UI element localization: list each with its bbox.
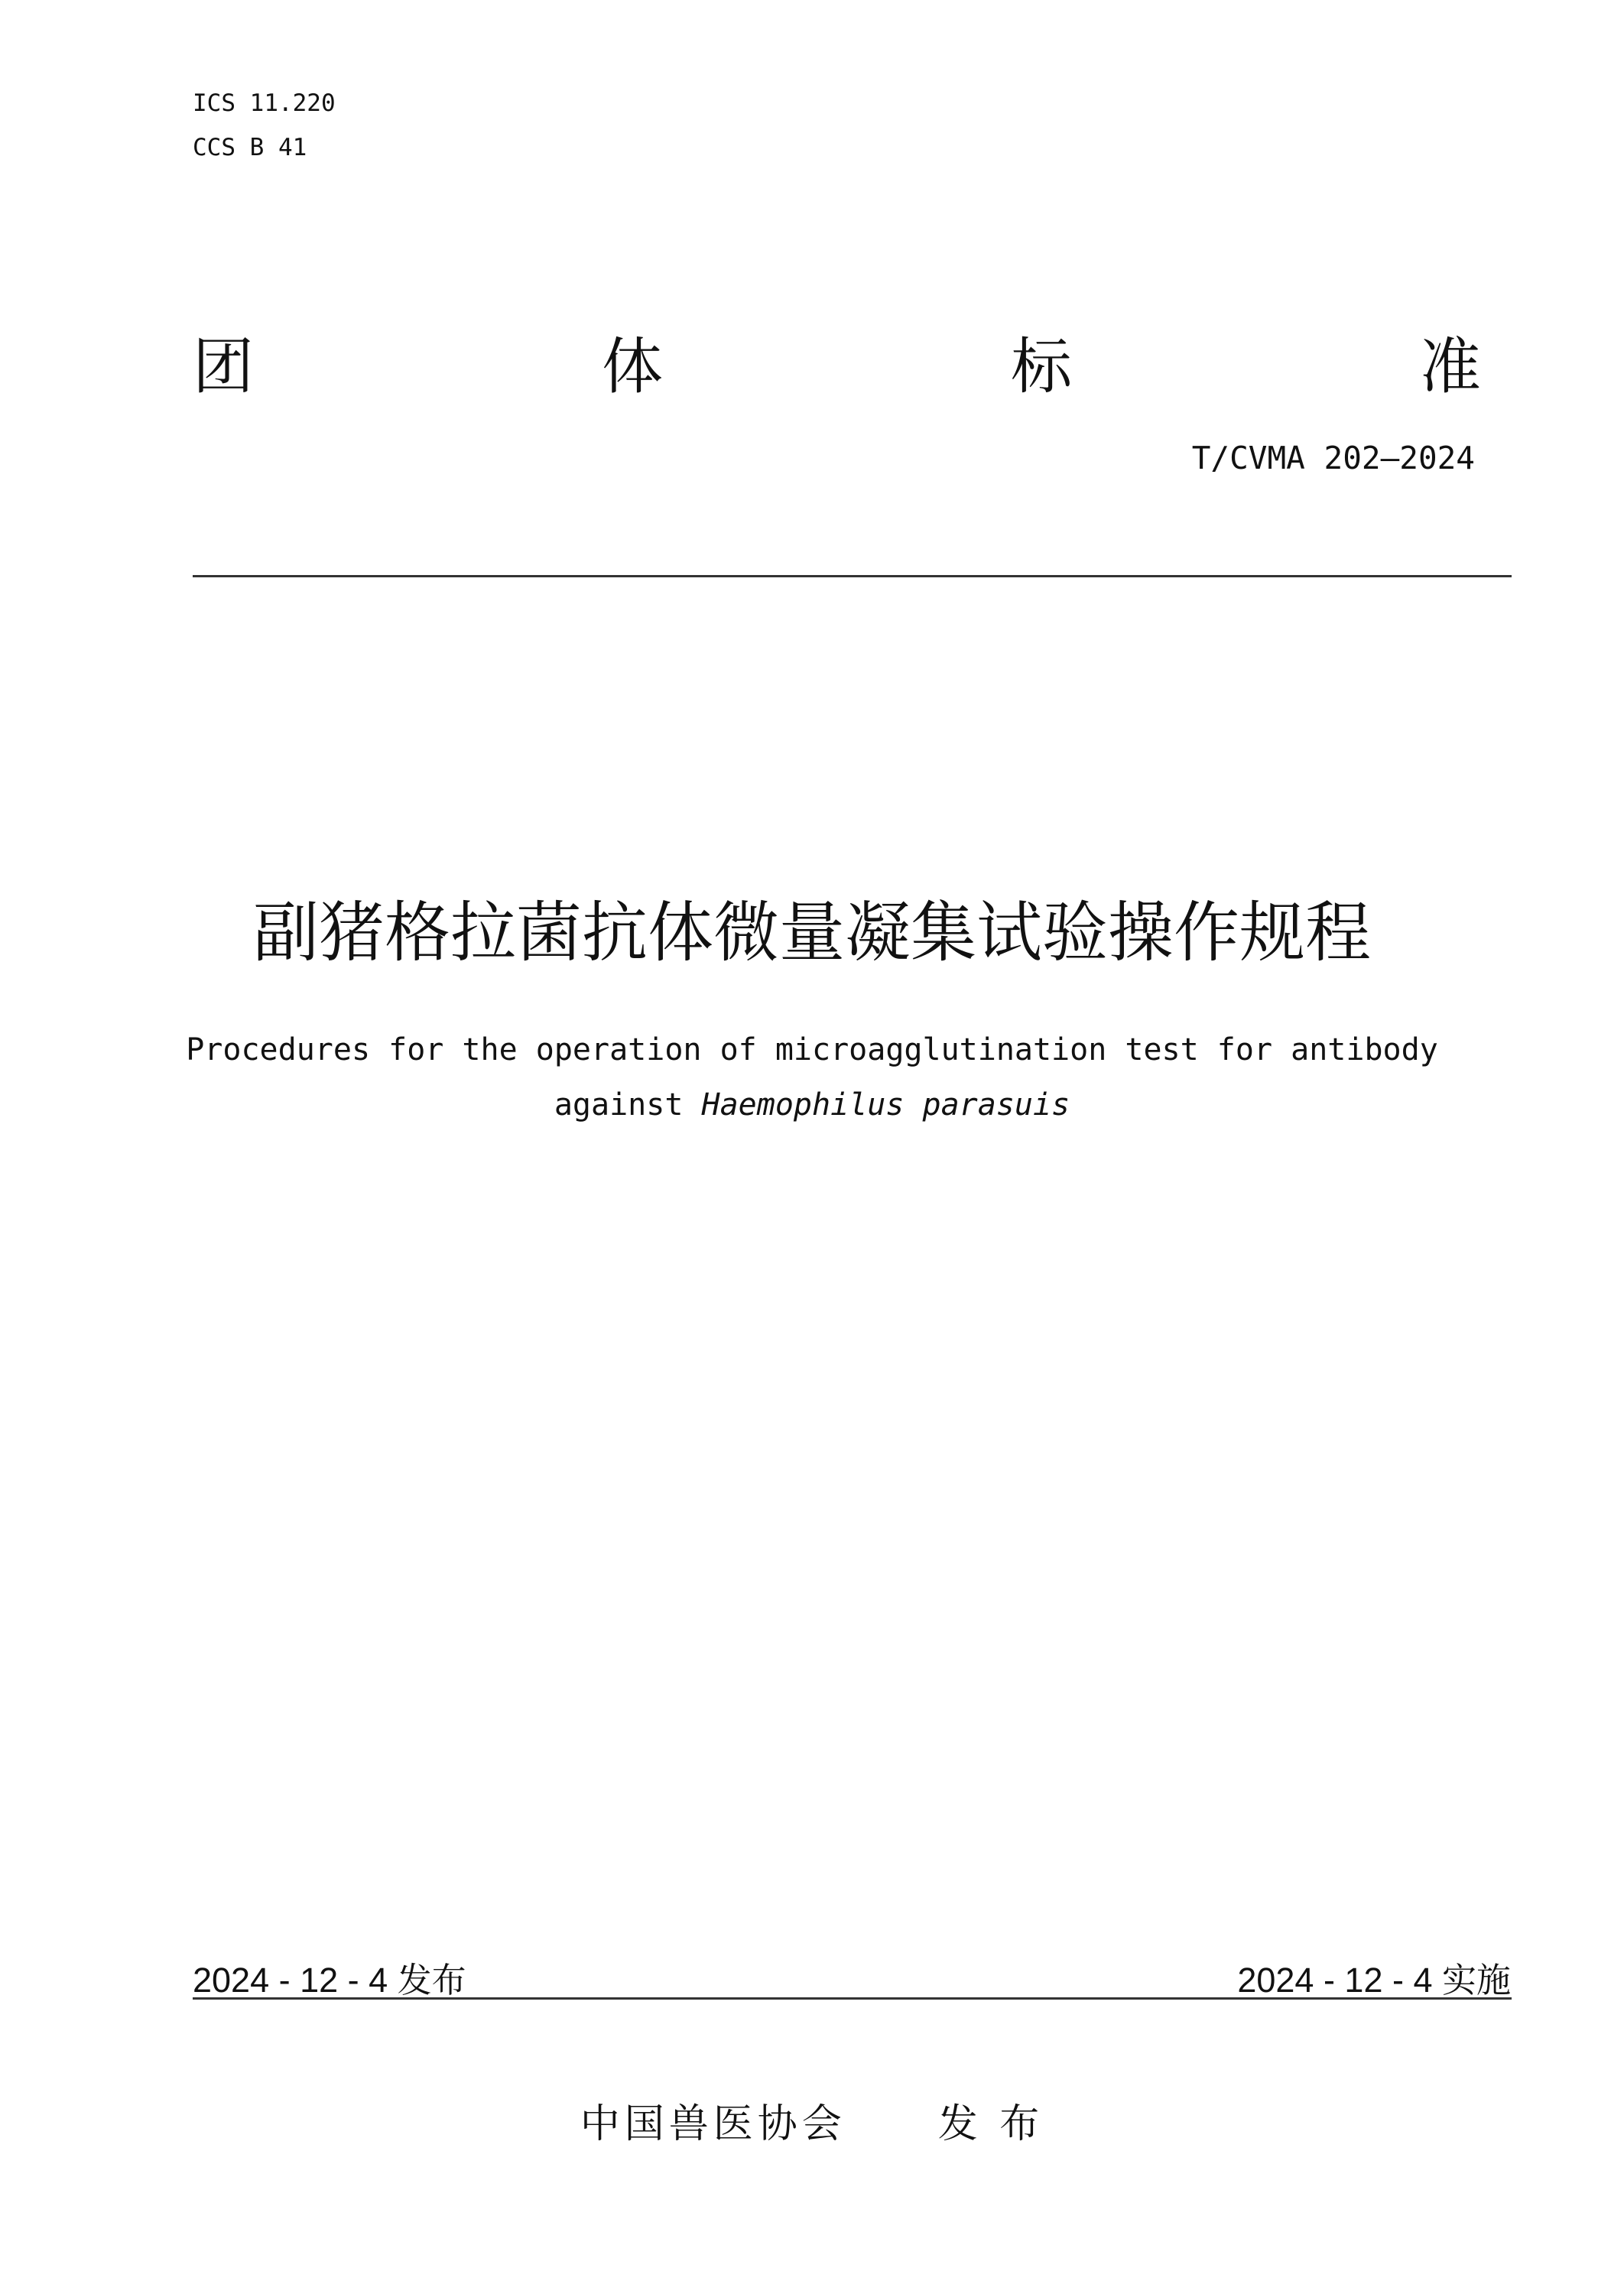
- ccs-code: CCS B 41: [193, 134, 307, 161]
- footer-divider: [193, 1997, 1512, 2000]
- issuer-action: 发 布: [937, 2101, 1044, 2147]
- title-english-line2: [0, 1077, 1624, 1132]
- standard-number: T/CVMA 202—2024: [1191, 440, 1475, 476]
- issuer-line: [0, 2091, 1624, 2149]
- header-divider: [193, 575, 1512, 577]
- classification-codes: [193, 81, 336, 170]
- title-english-prefix: against: [554, 1087, 684, 1123]
- issuer-organization: 中国兽医协会: [580, 2101, 846, 2147]
- title-english-line1: Procedures for the operation of microagglutination test for antibody: [186, 1032, 1438, 1067]
- standard-type-heading: [193, 317, 1492, 402]
- title-english-species: Haemophilus parasuis: [701, 1087, 1070, 1123]
- standard-type-char: 体: [602, 331, 663, 402]
- release-date: 2024 - 12 - 4 发布: [193, 1961, 466, 2000]
- title-chinese: 副猪格拉菌抗体微量凝集试验操作规程: [253, 895, 1371, 971]
- standard-type-char: 准: [1420, 331, 1481, 402]
- title-english: [0, 1022, 1624, 1132]
- ics-code: ICS 11.220: [193, 89, 336, 117]
- standard-type-char: 标: [1011, 331, 1072, 402]
- effective-date: 2024 - 12 - 4 实施: [1237, 1961, 1511, 2000]
- standard-type-char: 团: [193, 331, 254, 402]
